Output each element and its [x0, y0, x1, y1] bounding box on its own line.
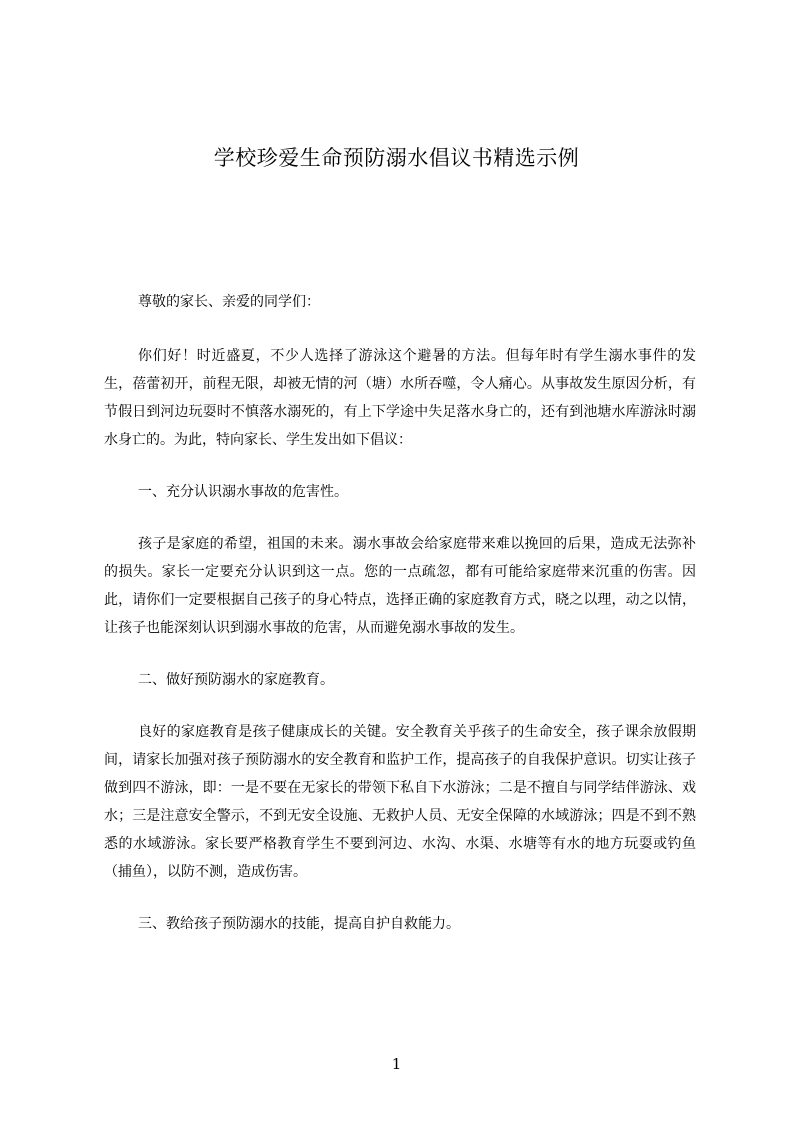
section-heading-1: 一、充分认识溺水事故的危害性。	[138, 484, 348, 500]
document-body	[104, 288, 696, 962]
salutation: 尊敬的家长、亲爱的同学们：	[138, 294, 320, 310]
section-heading-2: 二、做好预防溺水的家庭教育。	[138, 672, 334, 688]
section-heading-3: 三、教给孩子预防溺水的技能，提高自护自救能力。	[138, 916, 460, 932]
section-1-paragraph: 孩子是家庭的希望，祖国的未来。溺水事故会给家庭带来难以挽回的后果，造成无法弥补的损失。家长一定要充分认识到这一点。您的一点疏忽，都有可能给家庭带来沉重的伤害。因此，请你们一定要根据自己孩子的身心特点，选择正确的家庭教育方式，晓之以理，动之以情，让孩子也能深刻认识到溺水事故的危害，从而避免溺水事故的发生。	[104, 536, 696, 636]
document-title: 学校珍爱生命预防溺水倡议书精选示例	[213, 146, 580, 170]
section-2-paragraph: 良好的家庭教育是孩子健康成长的关键。安全教育关乎孩子的生命安全，孩子课余放假期间，请家长加强对孩子预防溺水的安全教育和监护工作，提高孩子的自我保护意识。切实让孩子做到四不游泳，即：一是不要在无家长的带领下私自下水游泳；二是不擅自与同学结伴游泳、戏水；三是注意安全警示，不到无安全设施、无救护人员、无安全保障的水域游泳；四是不到不熟悉的水域游泳。家长要严格教育学生不要到河边、水沟、水渠、水塘等有水的地方玩耍或钓鱼（捕鱼），以防不测，造成伤害。	[104, 724, 696, 880]
intro-paragraph: 你们好！时近盛夏，不少人选择了游泳这个避暑的方法。但每年时有学生溺水事件的发生，蓓蕾初开，前程无限，却被无情的河（塘）水所吞噬，令人痛心。从事故发生原因分析，有节假日到河边玩耍时不慎落水溺死的，有上下学途中失足落水身亡的，还有到池塘水库游泳时溺水身亡的。为此，特向家长、学生发出如下倡议：	[104, 348, 696, 448]
page-number: 1	[391, 1055, 402, 1073]
